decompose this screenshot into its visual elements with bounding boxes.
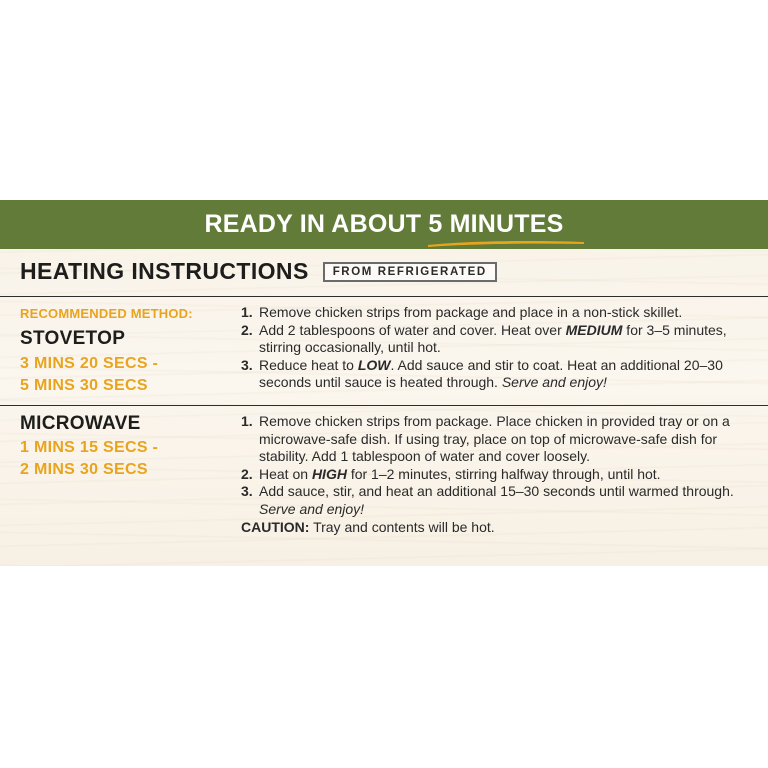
microwave-step-1 [241, 413, 757, 466]
step-number: 1. [241, 413, 253, 429]
stovetop-step-2 [241, 322, 757, 357]
recommended-method-label: RECOMMENDED METHOD: [20, 306, 193, 321]
page-title: HEATING INSTRUCTIONS [20, 258, 309, 284]
stovetop-time-line2: 5 MINS 30 SECS [20, 377, 148, 394]
step-text-part: Add sauce, stir, and heat an additional 15–30 seconds until warmed through. [259, 483, 734, 500]
microwave-step-2 [241, 466, 757, 484]
step-text [259, 357, 757, 392]
caution-label: CAUTION: [241, 518, 310, 535]
stovetop-step-1 [241, 304, 757, 322]
step-text-part: Serve and enjoy! [501, 374, 607, 391]
stovetop-step-3 [241, 357, 757, 392]
step-number: 1. [241, 304, 253, 320]
caution-text: Tray and contents will be hot. [309, 518, 495, 535]
caution-note [241, 519, 757, 537]
step-text [259, 304, 757, 322]
from-refrigerated-badge: FROM REFRIGERATED [323, 262, 497, 282]
banner-highlight-text: 5 MINUTES [428, 210, 564, 238]
divider-top [0, 296, 768, 297]
microwave-method-block [20, 413, 158, 481]
ready-time-banner [0, 200, 768, 249]
step-text [259, 466, 757, 484]
microwave-step-3 [241, 483, 757, 518]
step-text-part: for 3–5 minutes, stirring occasionally, until hot. [259, 321, 727, 356]
stovetop-method-block [20, 306, 193, 397]
step-text [259, 483, 757, 518]
heating-instructions-panel [0, 200, 768, 566]
step-number: 2. [241, 321, 253, 338]
step-text-part: Add 2 tablespoons of water and cover. Heat over [259, 321, 566, 338]
stovetop-heading: STOVETOP [20, 328, 126, 349]
step-number: 3. [241, 356, 253, 373]
step-text-part: Heat on [259, 465, 312, 482]
microwave-time-line1: 1 MINS 15 SECS - [20, 439, 159, 456]
step-number: 2. [241, 465, 253, 482]
banner-title [204, 210, 563, 239]
step-text-part: Remove chicken strips from package. Place chicken in provided tray or on a microwave-safe dish. If using tray, place on top of microwave-safe dish for stability. Add 1 tablespoon of water and cover loosely. [259, 413, 730, 465]
divider-middle [0, 405, 768, 406]
banner-title-highlight [428, 210, 563, 239]
step-text-part: HIGH [311, 465, 347, 482]
step-text-part: Reduce heat to [259, 356, 358, 373]
stovetop-time-line1: 3 MINS 20 SECS - [20, 355, 159, 372]
microwave-step-list [241, 413, 757, 519]
microwave-heading: MICROWAVE [20, 413, 141, 434]
step-text [259, 322, 757, 357]
step-text-part: Remove chicken strips from package and place in a non-stick skillet. [259, 304, 683, 320]
header-row [20, 258, 497, 285]
microwave-steps [241, 413, 757, 536]
stovetop-steps [241, 304, 757, 392]
step-number: 3. [241, 483, 253, 500]
step-text-part: for 1–2 minutes, stirring halfway through, until hot. [346, 465, 661, 482]
step-text-part: MEDIUM [565, 321, 623, 338]
step-text-part: LOW [357, 356, 391, 373]
banner-title-prefix: READY IN ABOUT [204, 210, 429, 238]
microwave-time-line2: 2 MINS 30 SECS [20, 461, 148, 478]
step-text [259, 413, 757, 466]
step-text-part: Serve and enjoy! [259, 500, 365, 517]
step-text-part: . Add sauce and stir to coat. Heat an additional 20–30 seconds until sauce is heated through. [259, 356, 723, 391]
underline-swoosh-icon [426, 238, 586, 248]
